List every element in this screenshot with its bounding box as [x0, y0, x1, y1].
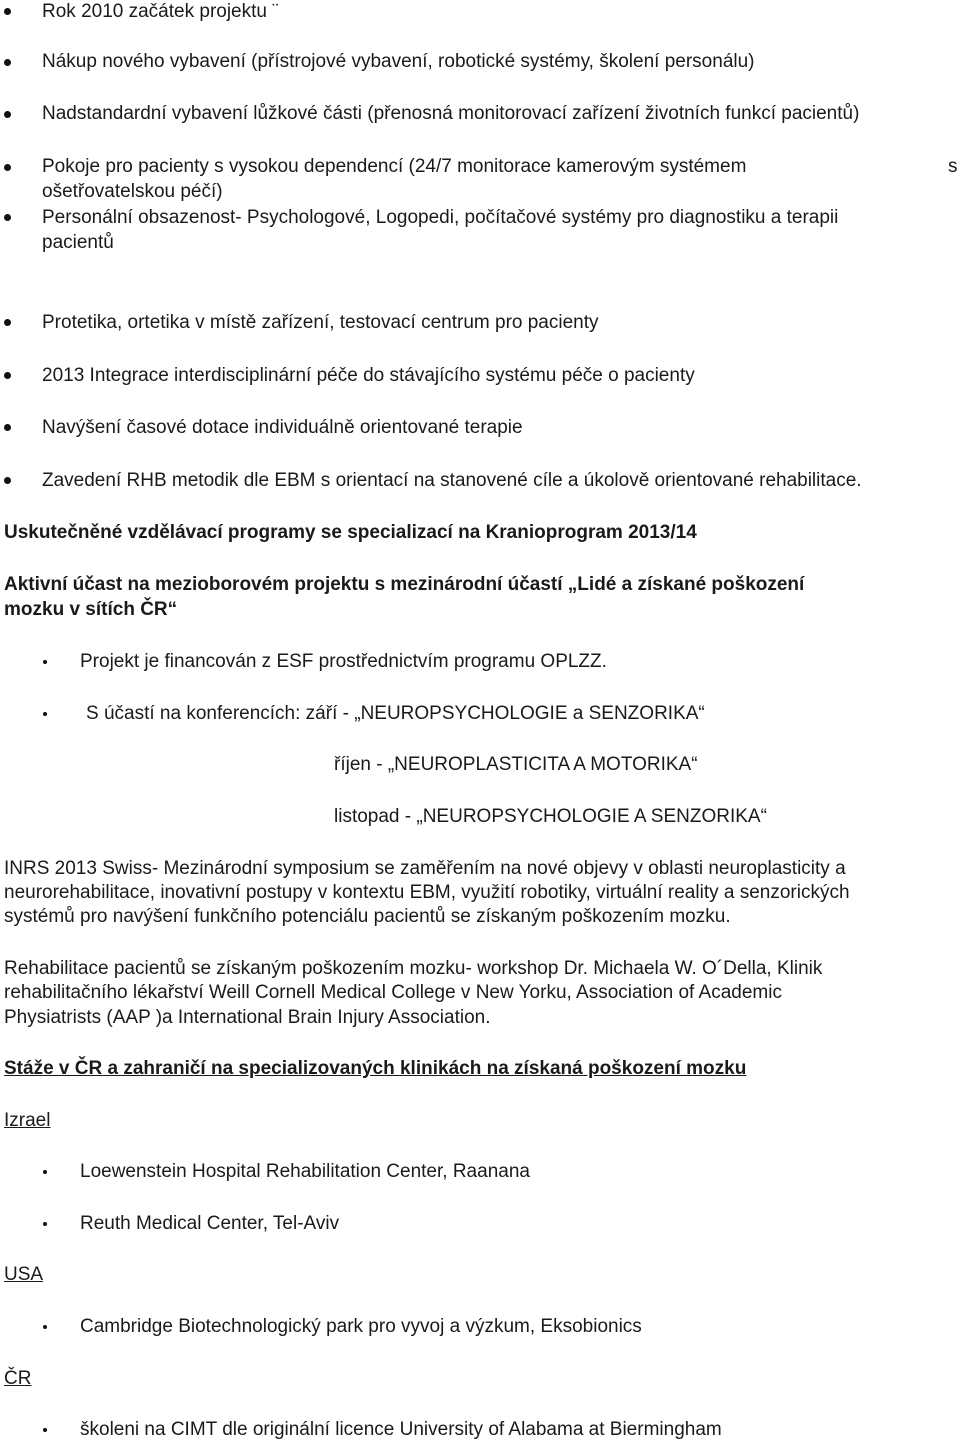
bullet-icon — [43, 1222, 47, 1226]
list-item: Rok 2010 začátek projektu ¨ — [42, 1, 279, 22]
list-item: Projekt je financován z ESF prostřednictvím programu OPLZZ. — [80, 651, 607, 672]
list-item: 2013 Integrace interdisciplinární péče do stávajícího systému péče o pacienty — [42, 365, 695, 386]
section-heading: Aktivní účast na mezioborovém projektu s mezinárodní účastí „Lidé a získané poškození — [4, 574, 805, 595]
list-item: Personální obsazenost- Psychologové, Logopedi, počítačové systémy pro diagnostiku a terapii — [42, 207, 839, 228]
bullet-icon — [4, 111, 11, 118]
country-label: USA — [4, 1264, 44, 1285]
list-item: Protetika, ortetika v místě zařízení, testovací centrum pro pacienty — [42, 312, 599, 333]
country-label: Izrael — [4, 1110, 51, 1131]
list-item: Reuth Medical Center, Tel-Aviv — [80, 1213, 340, 1234]
paragraph-line: Rehabilitace pacientů se získaným poškozením mozku- workshop Dr. Michaela W. O´Della, Klinik — [4, 958, 823, 979]
bullet-icon — [4, 8, 11, 15]
list-item: Pokoje pro pacienty s vysokou dependencí (24/7 monitorace kamerovým systémem — [42, 156, 747, 177]
paragraph-line: rehabilitačního lékařství Weill Cornell Medical College v New Yorku, Association of Academic — [4, 982, 782, 1003]
bullet-icon — [43, 1428, 47, 1432]
bullet-icon — [4, 59, 11, 66]
section-heading: Uskutečněné vzdělávací programy se specializací na Kranioprogram 2013/14 — [4, 522, 697, 543]
list-item: Loewenstein Hospital Rehabilitation Center, Raanana — [80, 1161, 530, 1182]
bullet-icon — [4, 164, 11, 171]
list-item-continuation: pacientů — [42, 232, 114, 253]
list-item: Zavedení RHB metodik dle EBM s orientací na stanovené cíle a úkolově orientované rehabilitace. — [42, 470, 862, 491]
bullet-icon — [4, 214, 11, 221]
bullet-icon — [4, 372, 11, 379]
list-item: Navýšení časové dotace individuálně orientované terapie — [42, 417, 523, 438]
conference-item: listopad - „NEUROPSYCHOLOGIE A SENZORIKA“ — [334, 806, 767, 827]
bullet-icon — [43, 712, 47, 716]
conference-item: říjen - „NEUROPLASTICITA A MOTORIKA“ — [334, 754, 698, 775]
bullet-icon — [4, 319, 11, 326]
bullet-icon — [4, 424, 11, 431]
list-item: Nadstandardní vybavení lůžkové části (přenosná monitorovací zařízení životních funkcí pacientů) — [42, 103, 860, 124]
list-item: S účastí na konferencích: září - „NEUROPSYCHOLOGIE a SENZORIKA“ — [86, 703, 705, 724]
paragraph-line: systémů pro navýšení funkčního potenciálu pacientů se získaným poškozením mozku. — [4, 906, 731, 927]
list-item-continuation: s — [948, 156, 958, 177]
bullet-icon — [43, 1325, 47, 1329]
bullet-icon — [4, 477, 11, 484]
bullet-icon — [43, 660, 47, 664]
list-item: Nákup nového vybavení (přístrojové vybavení, robotické systémy, školení personálu) — [42, 51, 755, 72]
bullet-icon — [43, 1170, 47, 1174]
paragraph-line: Physiatrists (AAP )a International Brain Injury Association. — [4, 1007, 491, 1028]
paragraph-line: neurorehabilitace, inovativní postupy v kontextu EBM, využití robotiky, virtuální reality a senzorických — [4, 882, 850, 903]
list-item: Cambridge Biotechnologický park pro vyvoj a výzkum, Eksobionics — [80, 1316, 642, 1337]
country-label: ČR — [4, 1368, 32, 1389]
paragraph-line: INRS 2013 Swiss- Mezinárodní symposium se zaměřením na nové objevy v oblasti neuroplasticity a — [4, 858, 846, 879]
list-item-continuation: ošetřovatelskou péčí) — [42, 181, 223, 202]
section-heading: Stáže v ČR a zahraničí na specializovaných klinikách na získaná poškození mozku — [4, 1058, 747, 1079]
list-item: školeni na CIMT dle originální licence University of Alabama at Biermingham — [80, 1419, 722, 1440]
section-heading-continuation: mozku v sítích ČR“ — [4, 599, 178, 620]
